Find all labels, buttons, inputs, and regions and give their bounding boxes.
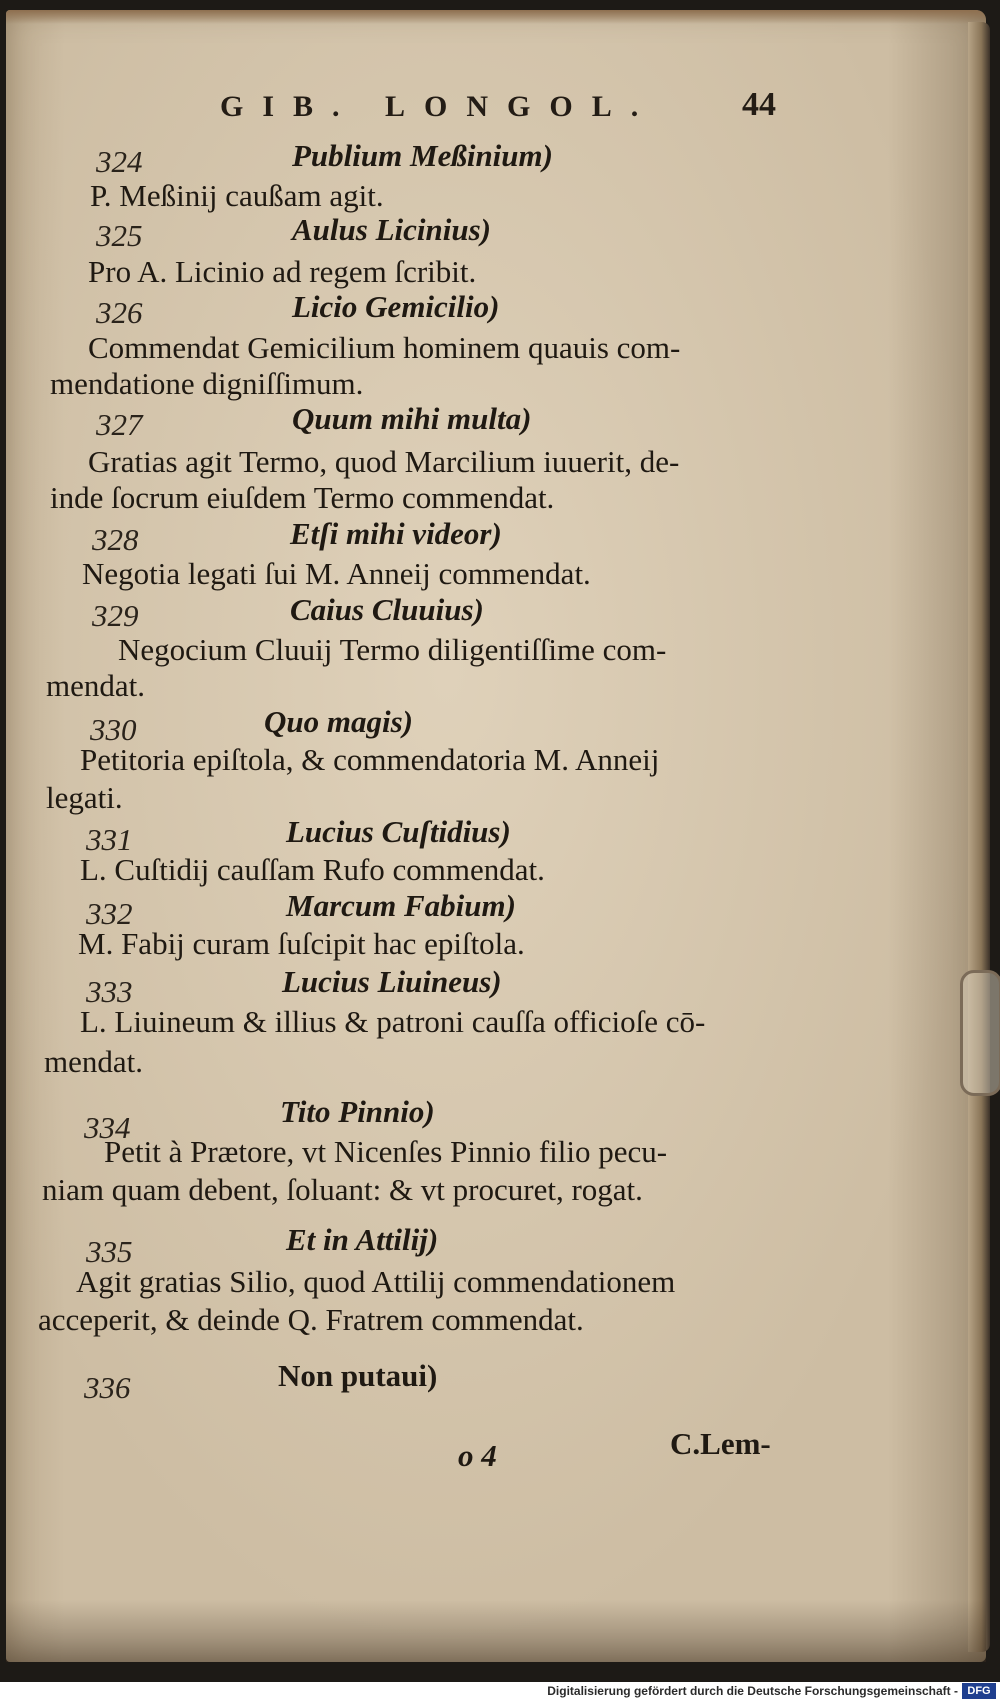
entry-number: 331 (86, 822, 133, 857)
entry-number: 328 (92, 522, 139, 557)
entry-incipit: Et in Attilij) (286, 1222, 439, 1257)
page-fore-edge (968, 22, 990, 1652)
entry-summary-line: Gratias agit Termo, quod Marcilium iuuerit, de- (88, 444, 680, 479)
entry-incipit: Etſi mihi videor) (290, 516, 502, 551)
entry-summary-line: mendat. (46, 668, 145, 703)
entry-summary-line: L. Cuſtidij cauſſam Rufo commendat. (80, 852, 545, 887)
entry-number: 332 (86, 896, 133, 931)
entry-number: 334 (84, 1110, 131, 1145)
running-head: GIB. LONGOL. (220, 90, 658, 123)
entry-summary-line: Negotia legati ſui M. Anneij commendat. (82, 556, 591, 591)
page-top-edge (6, 10, 986, 24)
entry-incipit: Marcum Fabium) (286, 888, 516, 923)
entry-incipit: Aulus Licinius) (292, 212, 491, 247)
entry-summary-line: inde ſocrum eiuſdem Termo commendat. (50, 480, 555, 515)
entry-incipit: Caius Cluuius) (290, 592, 484, 627)
entry-summary-line: acceperit, & deinde Q. Fratrem commendat. (38, 1302, 584, 1337)
entry-incipit: Publium Meßinium) (292, 138, 553, 173)
entry-incipit: Lucius Liuineus) (282, 964, 502, 999)
entry-summary-line: Commendat Gemicilium hominem quauis com- (88, 330, 681, 365)
entry-incipit: Lucius Cuſtidius) (286, 814, 511, 849)
entry-number: 324 (96, 144, 143, 179)
digitization-footer (0, 1682, 1000, 1701)
entry-summary-line: mendat. (44, 1044, 143, 1079)
entry-summary-line: legati. (46, 780, 123, 815)
signature-mark: o 4 (458, 1438, 497, 1473)
footer-credit: Digitalisierung gefördert durch die Deutsche Forschungsgemeinschaft - (547, 1684, 958, 1698)
entry-incipit: Quum mihi multa) (292, 401, 532, 436)
entry-number: 335 (86, 1234, 133, 1269)
entry-summary-line: Petit à Prætore, vt Nicenſes Pinnio filio pecu- (104, 1134, 668, 1169)
entry-incipit: Non putaui) (278, 1358, 438, 1393)
entry-summary-line: Petitoria epiſtola, & commendatoria M. Anneij (80, 742, 660, 777)
entry-number: 330 (90, 712, 137, 747)
entry-number: 329 (92, 598, 139, 633)
entry-summary-line: Negocium Cluuij Termo diligentiſſime com- (118, 632, 667, 667)
page-bottom-shadow (6, 1600, 986, 1662)
folio-number: 44 (742, 86, 776, 123)
entry-summary-line: Pro A. Licinio ad regem ſcribit. (88, 254, 477, 289)
entry-incipit: Licio Gemicilio) (292, 289, 500, 324)
dfg-logo: DFG (962, 1683, 996, 1699)
entry-summary-line: Agit gratias Silio, quod Attilij commendationem (76, 1264, 676, 1299)
entry-summary-line: niam quam debent, ſoluant: & vt procuret, rogat. (42, 1172, 643, 1207)
entry-incipit: Quo magis) (264, 704, 413, 739)
entry-number: 325 (96, 218, 143, 253)
entry-summary-line: M. Fabij curam ſuſcipit hac epiſtola. (78, 926, 525, 961)
catchword: C.Lem- (670, 1426, 771, 1461)
page-clip-tab (960, 970, 1000, 1096)
entry-summary-line: L. Liuineum & illius & patroni cauſſa officioſe cō- (80, 1004, 706, 1039)
entry-number: 336 (84, 1370, 131, 1405)
entry-summary-line: P. Meßinij caußam agit. (90, 178, 384, 213)
entry-summary-line: mendatione digniſſimum. (50, 366, 364, 401)
entry-number: 327 (96, 407, 143, 442)
entry-number: 326 (96, 295, 143, 330)
entry-number: 333 (86, 974, 133, 1009)
entry-incipit: Tito Pinnio) (280, 1094, 435, 1129)
